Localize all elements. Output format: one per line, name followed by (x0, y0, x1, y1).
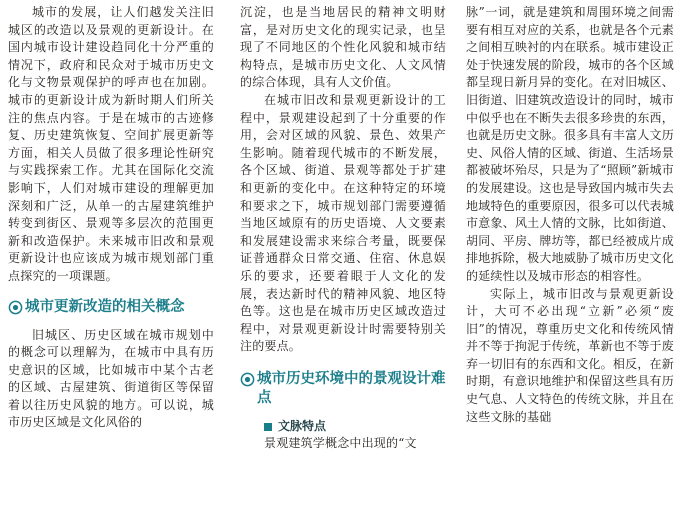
section-heading-text: 城市历史环境中的景观设计难点 (257, 370, 446, 406)
subsection-heading-text: 文脉特点 (278, 418, 327, 433)
section-heading-text: 城市更新改造的相关概念 (25, 298, 185, 315)
concepts-paragraph: 旧城区、历史区域在城市规划中的概念可以理解为，在城市中具有历史意识的区域，比如城市中某个古老的区域、古屋建筑、街道街区等保留着以往历史风貌的地方。可以说，城市历史区域是文化风俗的 (8, 327, 214, 430)
section-heading-concepts (8, 298, 214, 317)
context-continued-paragraph: 脉”一词，就是建筑和周围环境之间需要有相互对应的关系，也就是各个元素之间相互映衬的内在联系。城市建设正处于快速发展的阶段，城市的各个区域都呈现日新月异的变化。在对旧城区、旧街道、旧建筑改造设计的同时，城市中似乎也在不断失去很多珍贵的东西，也就是历史文脉。很多具有丰富人文历史、风俗人情的区域、街道、生活场景都被破坏殆尽，只是为了“照顾”新城市的发展建设。这也是导致国内城市失去地域特色的重要原因，很多可以代表城市意象、风土人情的文脉，比如街道、胡同、平房、牌坊等，都已经被成片成排地拆除，极大地威胁了城市历史文化的延续性以及城市形态的相容性。 (466, 5, 674, 283)
text-column-3 (466, 4, 674, 426)
text-column-1 (8, 4, 214, 432)
renewal-paragraph: 实际上，城市旧改与景观更新设计，大可不必出现“立新”必须“废旧”的情况，尊重历史文化和传统风情并不等于拘泥于传统，革新也不等于废弃一切旧有的东西和文化。相反，在新时期，有意识地维护和保留这些具有历史气息、人文特色的传统文脉，并且在这些文脉的基础 (466, 286, 674, 424)
square-bullet-icon (264, 423, 272, 431)
intro-paragraph: 城市的发展，让人们越发关注旧城区的改造以及景观的更新设计。在国内城市设计建设趋同化十分严重的情况下，政府和民众对于城市历史文化与文物景观保护的呼声也在加剧。城市的更新设计成为新时期人们所关注的焦点内容。于是在城市的古迹修复、历史建筑恢复、空间扩展更新等方面，相关人员做了很多理论性研究与实践探索工作。尤其在国际化交流影响下，人们对城市建设的理解更加深刻和广泛，从单一的古屋建筑维护转变到街区、景观等多层次的范围更新和改造保护。未来城市旧改和景观更新设计也应该成为城市规划部门重点探究的一项课题。 (8, 5, 214, 283)
landscape-paragraph: 在城市旧改和景观更新设计的工程中，景观建设起到了十分重要的作用，会对区域的风貌、景色、效果产生影响。随着现代城市的不断发展，各个区域、街道、景观等都处于扩建和更新的变化中。在这种特定的环境和要求之下，城市规划部门需要遵循当地区域原有的历史语境、人文要素和发展建设需求来综合考量，既要保证普通群众日常交通、住宿、休息娱乐的要求，还要着眼于人文化的发展，表达新时代的精神风貌、地区特色等。这也是在城市历史区域改造过程中，对景观更新设计时需要特别关注的要点。 (240, 92, 446, 354)
circled-dot-bullet-icon (240, 372, 255, 387)
subsection-heading-context (240, 418, 446, 436)
context-paragraph: 景观建筑学概念中出现的“文 (264, 436, 417, 451)
circled-dot-bullet-icon (8, 300, 23, 315)
section-heading-difficulties (240, 370, 446, 408)
text-column-2 (240, 4, 446, 453)
continued-paragraph: 沉淀，也是当地居民的精神文明财富，是对历史文化的现实记录，也呈现了不同地区的个性化风貌和城市结构特点，是城市历史文化、人文风情的综合体现，具有人文价值。 (240, 5, 446, 90)
